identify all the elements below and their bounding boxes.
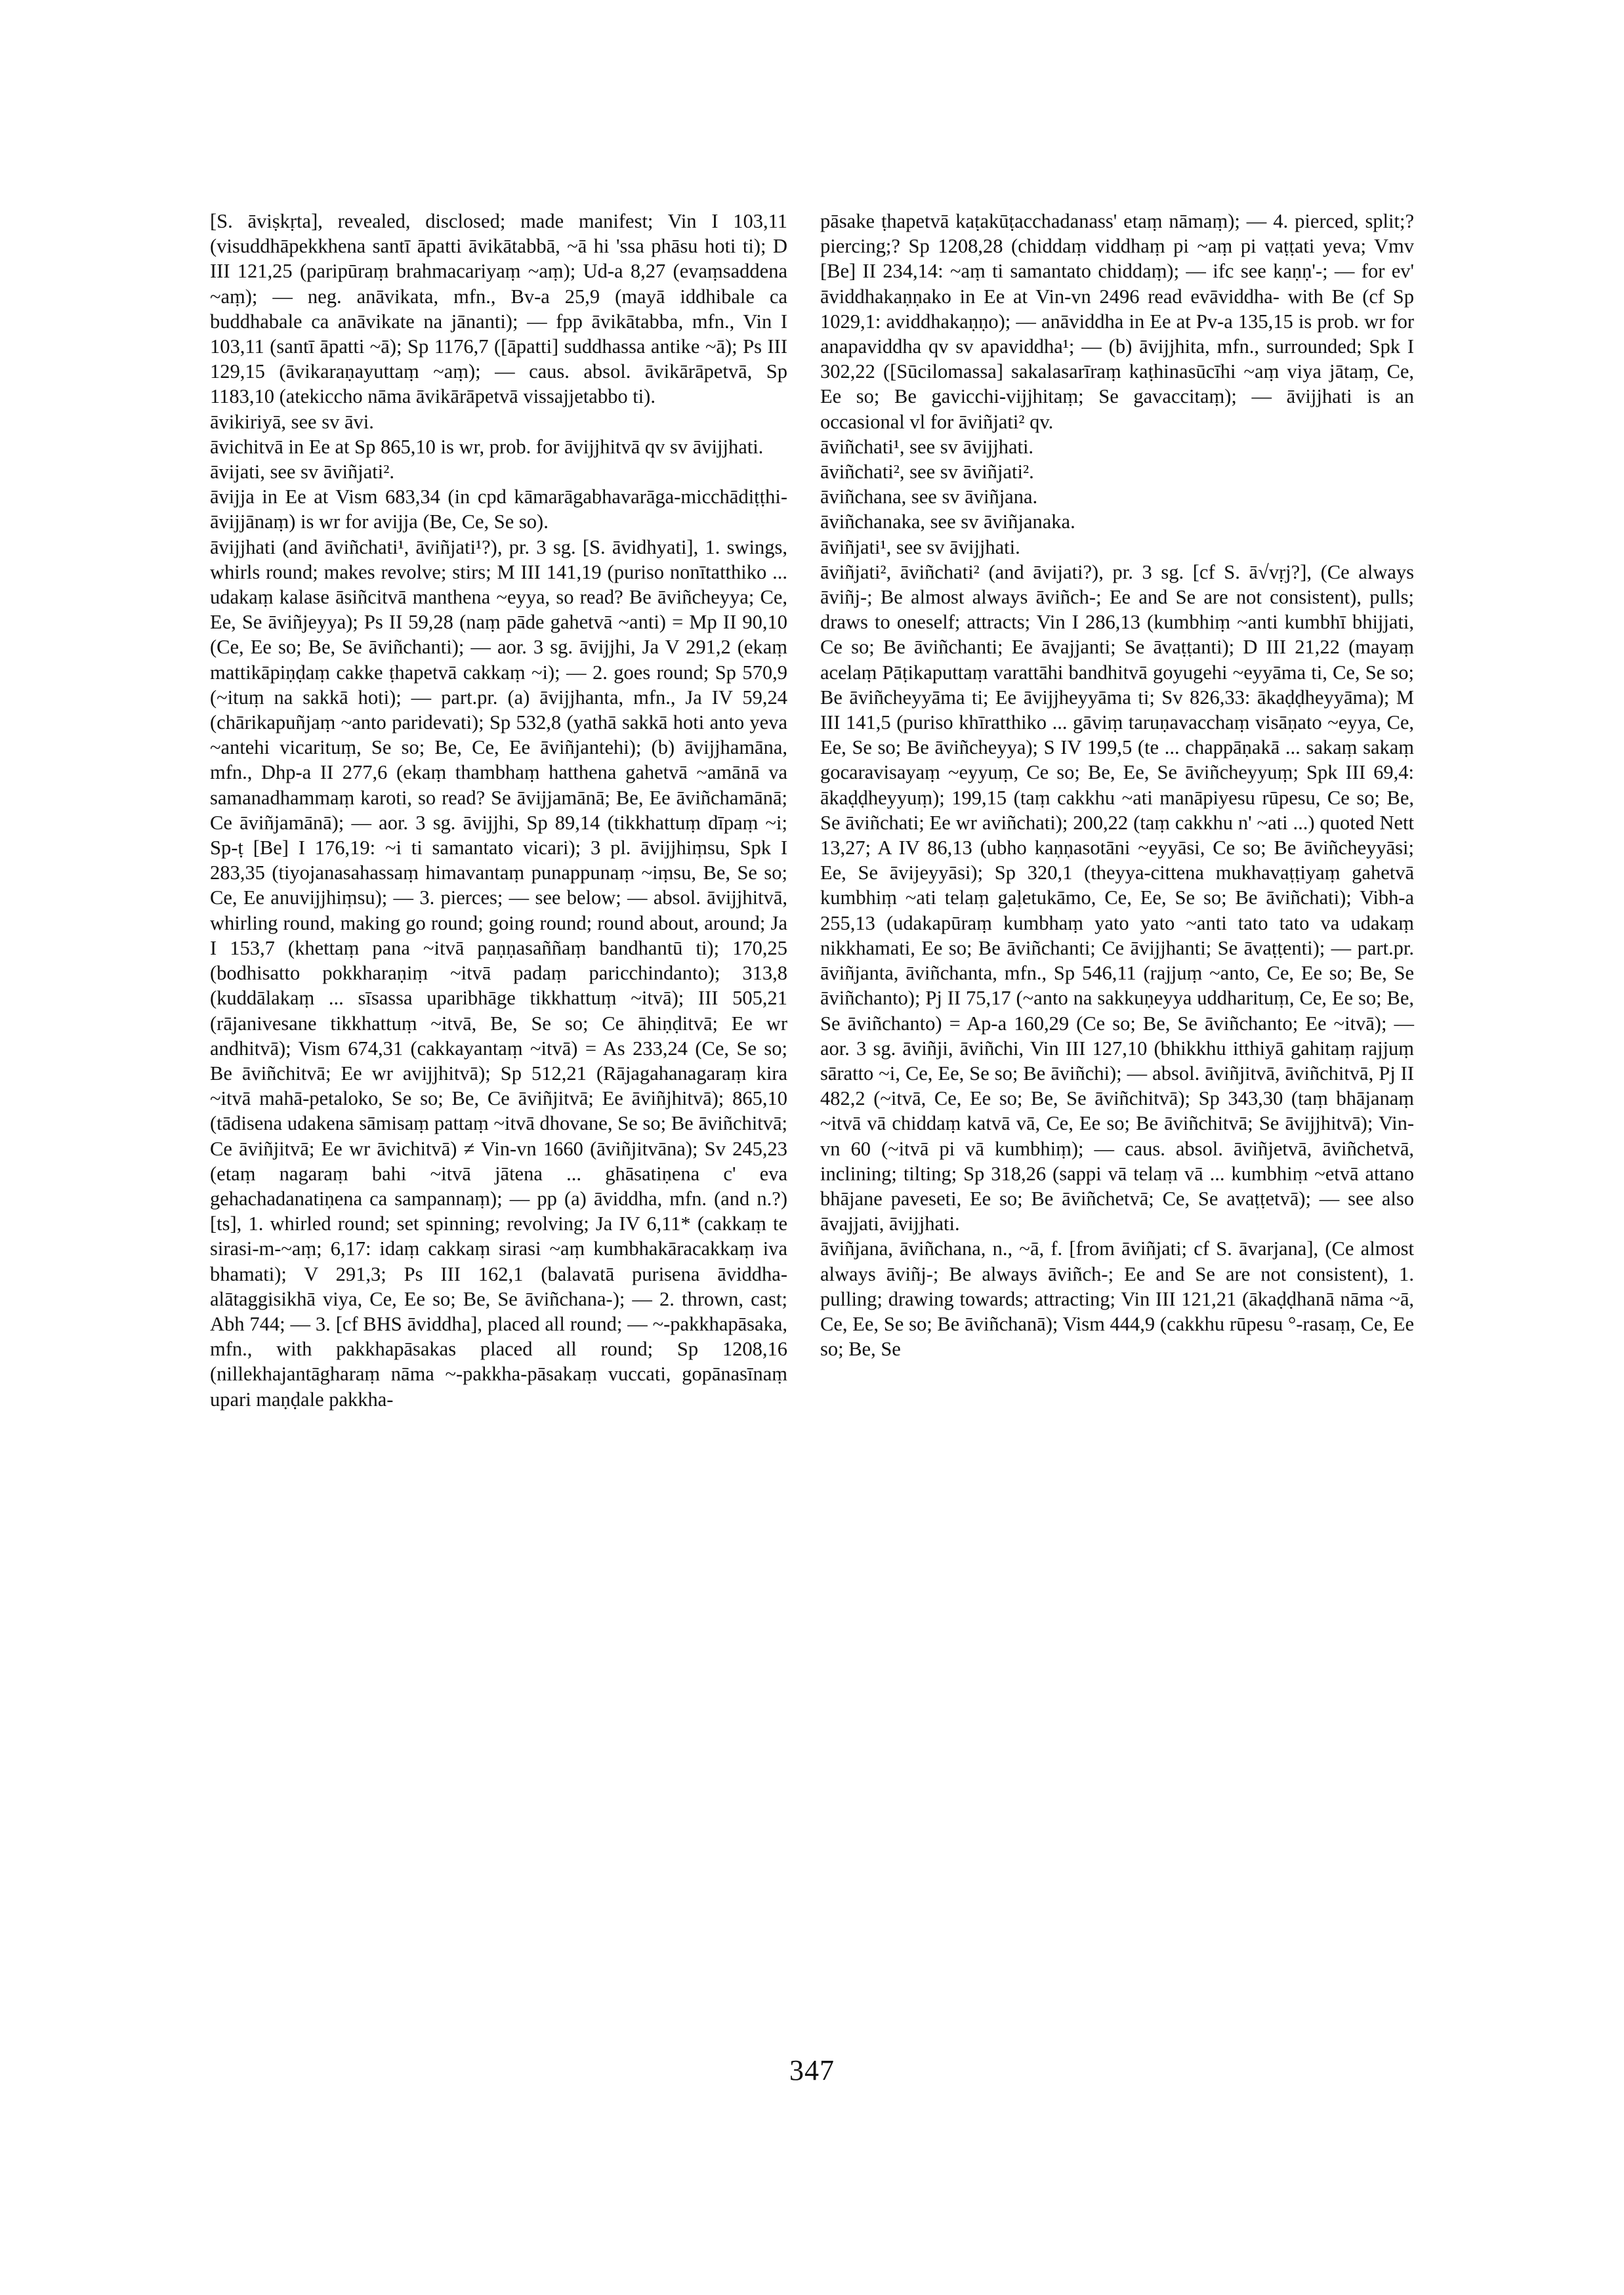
entry-aviddha-continued: pāsake ṭhapetvā kaṭakūṭacchadanass' etaṃ nāmaṃ); — 4. pierced, split;? piercing;? Sp 1208,28 (chiddaṃ viddhaṃ pi ~aṃ pi vaṭṭati yeva; Vmv [Be] II 234,14: ~aṃ ti samantato chiddaṃ); — ifc see kaṇṇ'-; — for ev' āviddhakaṇṇako in Ee at Vin-vn 2496 read evāviddha- with Be (cf Sp 1029,1: aviddhakaṇṇo); — anāviddha in Ee at Pv-a 135,15 is prob. wr for anapaviddha qv sv apaviddha¹; — (b) āvijjhita, mfn., surrounded; Spk I 302,22 ([Sūcilomassa] sakalasarīraṃ kaṭhinasūcīhi ~aṃ viya jātaṃ, Ce, Ee so; Be gavicchi-vijjhitaṃ; Se gavaccitaṃ); — āvijjhati is an occasional vl for āviñjati² qv. bbox=[820, 210, 1414, 433]
entry-avinjana: āviñjana, āviñchana, n., ~ā, f. [from āviñjati; cf S. āvarjana], (Ce almost always āviñj-; Be always āviñch-; Ee and Se are not consistent), 1. pulling; drawing towards; attracting; Vin III 121,21 (ākaḍḍhanā nāma ~ā, Ce, Ee, Se so; Be āviñchanā); Vism 444,9 (cakkhu rūpesu °-rasaṃ, Ce, Ee so; Be, Se bbox=[820, 1237, 1414, 1361]
entry-avinchana: āviñchana, see sv āviñjana. bbox=[820, 486, 1038, 508]
entry-avikiriya: āvikiriyā, see sv āvi. bbox=[210, 410, 374, 433]
entry-avijjhati: āvijjhati (and āviñchati¹, āviñjati¹?), pr. 3 sg. [S. āvidhyati], 1. swings, whirls round; makes revolve; stirs; M III 141,19 (puriso nonītatthiko ... udakaṃ kalase āsiñcitvā manthena ~eyya, so read? Be āviñcheyya; Ce, Ee, Se āviñjeyya); Ps II 59,28 (naṃ pāde gahetvā ~anti) = Mp II 90,10 (Ce, Ee so; Be, Se āviñchanti); — aor. 3 sg. āvijjhi, Ja V 291,2 (ekaṃ mattikāpiṇḍaṃ cakke ṭhapetvā cakkaṃ ~i); — 2. goes round; Sp 570,9 (~ituṃ na sakkā hoti); — part.pr. (a) āvijjhanta, mfn., Ja IV 59,24 (chārikapuñjaṃ ~anto paridevati); Sp 532,8 (yathā sakkā hoti anto yeva ~antehi vicarituṃ, Se so; Be, Ce, Ee āviñjantehi); (b) āvijjhamāna, mfn., Dhp-a II 277,6 (ekaṃ thambhaṃ hatthena gahetvā ~amānā va samanadhammaṃ karoti, so read? Se āvijjamānā; Be, Ee āviñchamānā; Ce āviñjamānā); — aor. 3 sg. āvijjhi, Sp 89,14 (tikkhattuṃ dīpaṃ ~i; Sp-ṭ [Be] I 176,19: ~i ti samantato vicari); 3 pl. āvijjhiṃsu, Spk I 283,35 (tiyojanasahassaṃ himavantaṃ punappunaṃ ~iṃsu, Be, Se so; Ce, Ee anuvijjhiṃsu); — 3. pierces; — see below; — absol. āvijjhitvā, whirling round, making go round; going round; round about, around; Ja I 153,7 (khettaṃ pana ~itvā paṇṇasaññaṃ bandhantū ti); 170,25 (bodhisatto pokkharaṇiṃ ~itvā padaṃ paricchindanto); 313,8 (kuddālakaṃ ... sīsassa uparibhāge tikkhattuṃ ~itvā); III 505,21 (rājanivesane tikkhattuṃ ~itvā, Be, Se so; Ce āhiṇḍitvā; Ee wr andhitvā); Vism 674,31 (cakkayantaṃ ~itvā) = As 233,24 (Ce, Se so; Be āviñchitvā; Ee wr avijjhitvā); Sp 512,21 (Rājagahanagaraṃ kira ~itvā mahā-petaloko, Se so; Be, Ce āviñjitvā; Ee āviñjhitvā); 865,10 (tādisena udakena sāmisaṃ pattaṃ ~itvā dhovane, Se so; Be āviñchitvā; Ce āviñjitvā; Ee wr āvichitvā) ≠ Vin-vn 1660 (āviñjitvāna); Sv 245,23 (etaṃ nagaraṃ bahi ~itvā jātena ... ghāsatiṇena c' eva gehachadanatiṇena ca sampannaṃ); — pp (a) āviddha, mfn. (and n.?) [ts], 1. whirled round; set spinning; revolving; Ja IV 6,11* (cakkaṃ te sirasi-m-~aṃ; 6,17: idaṃ cakkaṃ sirasi ~aṃ kumbhakāracakkaṃ iva bhamati); V 291,3; Ps III 162,1 (balavatā purisena āviddha-alātaggisikhā viya, Ce, Ee so; Be, Se āviñchana-); — 2. thrown, cast; Abh 744; — 3. [cf BHS āviddha], placed all round; — ~-pakkhapāsaka, mfn., with pakkhapāsakas placed all round; Sp 1208,16 (nillekhajantāgharaṃ nāma ~-pakkha-pāsakaṃ vuccati, gopānasīnaṃ upari maṇḍale pakkha- bbox=[210, 535, 787, 1411]
left-column bbox=[210, 209, 787, 1412]
entry-avinchati-2: āviñchati², see sv āviñjati². bbox=[820, 461, 1034, 484]
page-number: 347 bbox=[789, 2054, 835, 2086]
entry-avijati: āvijati, see sv āviñjati². bbox=[210, 461, 395, 484]
entry-avichitva: āvichitvā in Ee at Sp 865,10 is wr, prob. for āvijjhitvā qv sv āvijjhati. bbox=[210, 435, 764, 458]
entry-avinchati-1: āviñchati¹, see sv āvijjhati. bbox=[820, 435, 1034, 458]
entry-avinchanaka: āviñchanaka, see sv āviñjanaka. bbox=[820, 510, 1075, 533]
entry-avijja: āvijja in Ee at Vism 683,34 (in cpd kāmarāgabhavarāga-micchādiṭṭhi-āvijjānaṃ) is wr for avijja (Be, Ce, Se so). bbox=[210, 486, 787, 533]
entry-avikata-continued: [S. āviṣkṛta], revealed, disclosed; made manifest; Vin I 103,11 (visuddhāpekkhena santī āpatti āvikātabbā, ~ā hi 'ssa phāsu hoti ti); D III 121,25 (paripūraṃ brahmacariyaṃ ~aṃ); Ud-a 8,27 (evaṃsaddena ~aṃ); — neg. anāvikata, mfn., Bv-a 25,9 (mayā iddhibale ca buddhabale ca anāvikate na jānanti); — fpp āvikātabba, mfn., Vin I 103,11 (santī āpatti ~ā); Sp 1176,7 ([āpatti] suddhassa antike ~ā); Ps III 129,15 (āvikaraṇayuttaṃ ~aṃ); — caus. absol. āvikārāpetvā, Sp 1183,10 (atekiccho nāma āvikārāpetvā vissajjetabbo ti). bbox=[210, 210, 787, 408]
entry-avinjati-2: āviñjati², āviñchati² (and āvijati?), pr. 3 sg. [cf S. ā√vṛj?], (Ce always āviñj-; Be almost always āviñch-; Ee and Se are not consistent), pulls; draws to oneself; attracts; Vin I 286,13 (kumbhiṃ ~anti kumbhī bhijjati, Ce so; Be āviñchanti; Ee āvajjanti; Se āvaṭṭanti); D III 21,22 (mayaṃ acelaṃ Pāṭikaputtaṃ varattāhi bandhitvā goyugehi ~eyyāma ti, Ce, Se so; Be āviñcheyyāma ti; Ee āvijjheyyāma ti; Sv 826,33: ākaḍḍheyyāma); M III 141,5 (puriso khīratthiko ... gāviṃ taruṇavacchaṃ visāṇato ~eyya, Ce, Ee, Se so; Be āviñcheyya); S IV 199,5 (te ... chappāṇakā ... sakaṃ sakaṃ gocaravisayaṃ ~eyyuṃ, Ce so; Be, Ee, Se āviñcheyyuṃ; Spk III 69,4: ākaḍḍheyyuṃ); 199,15 (taṃ cakkhu ~ati manāpiyesu rūpesu, Ce so; Be, Se āviñchati; Ee wr aviñchati); 200,22 (taṃ cakkhu n' ~ati ...) quoted Nett 13,27; A IV 86,13 (ubho kaṇṇasotāni ~eyyāsi, Ce so; Be āviñcheyyāsi; Ee, Se āvijeyyāsi); Sp 320,1 (theyya-cittena mukhavaṭṭiyaṃ gahetvā kumbhiṃ ~ati telaṃ gaḷetukāmo, Ce, Ee, Se so; Be āviñchati); Vibh-a 255,13 (udakapūraṃ kumbhaṃ yato yato ~anti tato tato va udakaṃ nikkhamati, Ee so; Be āviñchanti; Ce āvijjhanti; Se āvaṭṭenti); — part.pr. āviñjanta, āviñchanta, mfn., Sp 546,11 (rajjuṃ ~anto, Ce, Ee so; Be, Se āviñchanto); Pj II 75,17 (~anto na sakkuṇeyya uddharituṃ, Ce, Ee so; Be, Se āviñchanto) = Ap-a 160,29 (Ce so; Be, Se āviñchanto; Ee ~itvā); — aor. 3 sg. āviñji, āviñchi, Vin III 127,10 (bhikkhu itthiyā gahitaṃ rajjuṃ sāratto ~i, Ce, Ee, Se so; Be āviñchi); — absol. āviñjitvā, āviñchitvā, Pj II 482,2 (~itvā, Ce, Ee so; Be, Se āviñchitvā); Sp 343,30 (taṃ bhājanaṃ ~itvā vā chiddaṃ katvā vā, Ce, Ee so; Be āviñchitvā; Se āvijjhitvā); Vin-vn 60 (~itvā pi vā kumbhiṃ); — caus. absol. āviñjetvā, āviñchetvā, inclining; tilting; Sp 318,26 (sappi vā telaṃ vā ... kumbhiṃ ~etvā attano bhājane paveseti, Ee so; Be āviñchetvā; Ce, Se avaṭṭetvā); — see also āvajjati, āvijjhati. bbox=[820, 560, 1414, 1235]
right-column bbox=[820, 209, 1414, 1361]
entry-avinjati-1: āviñjati¹, see sv āvijjhati. bbox=[820, 535, 1020, 558]
